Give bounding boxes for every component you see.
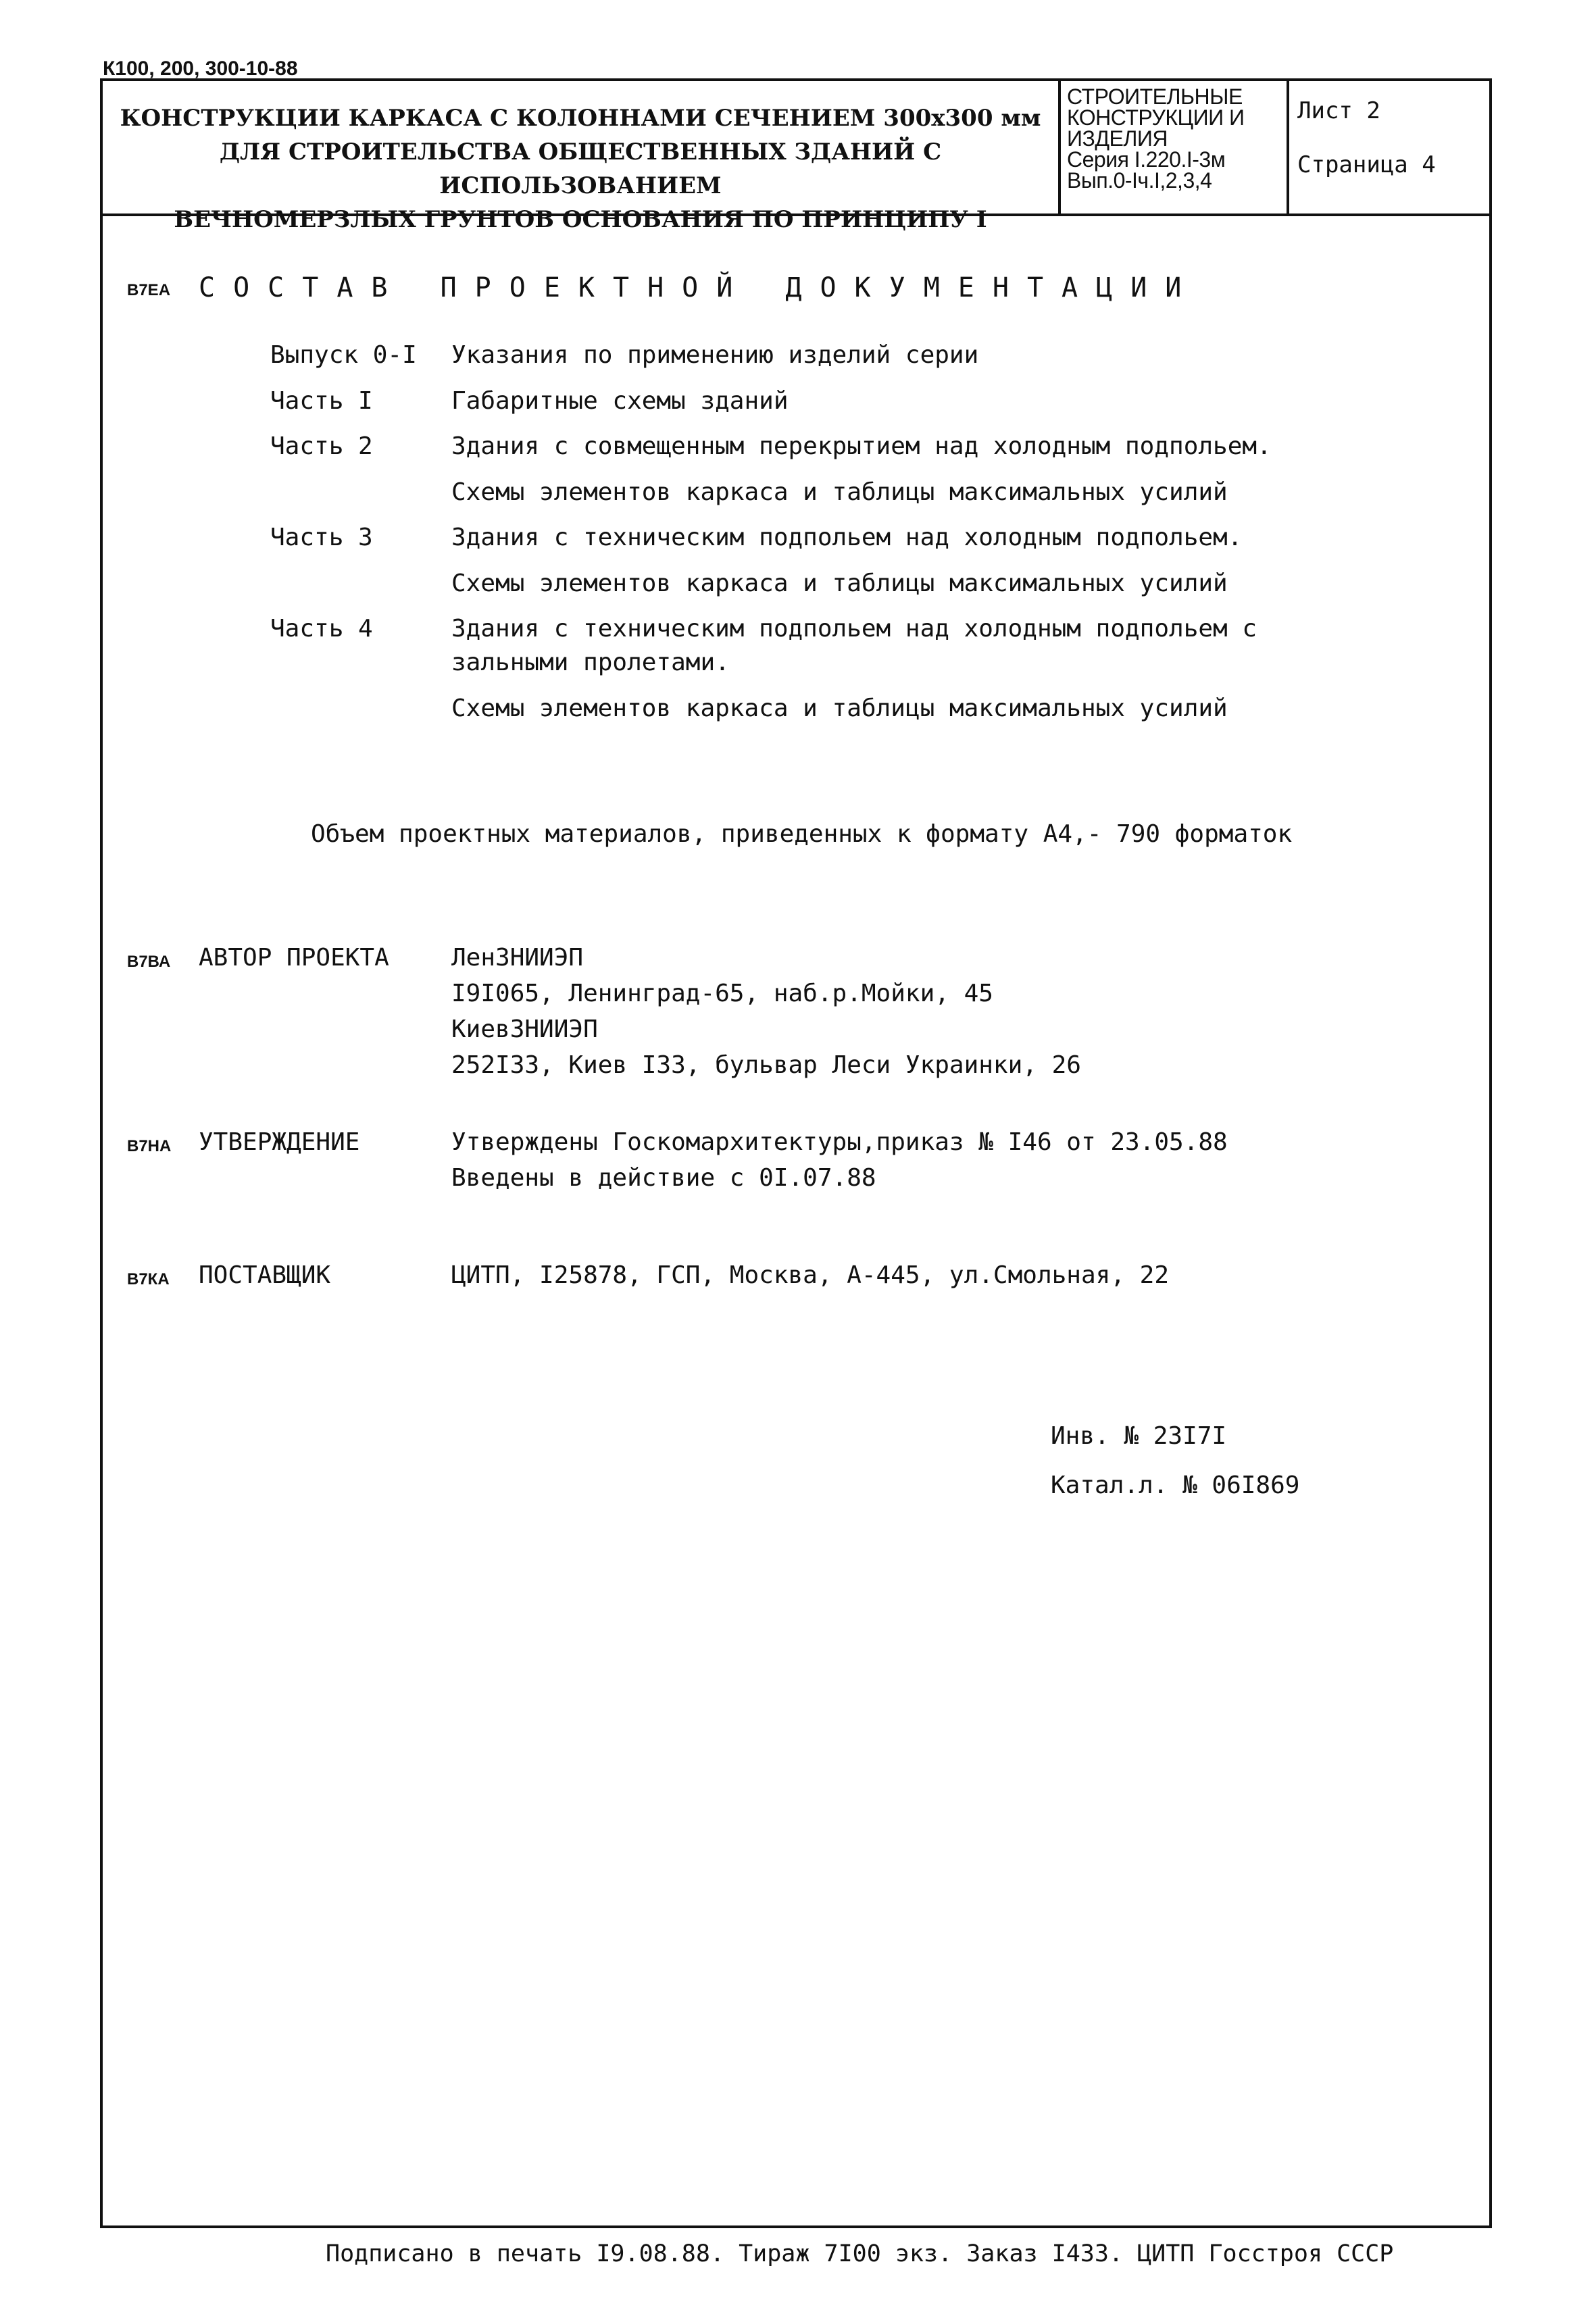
author-label: АВТОР ПРОЕКТА: [199, 944, 389, 972]
issue-number: Вып.0-Iч.I,2,3,4: [1067, 168, 1212, 193]
author-line: I9I065, Ленинград-65, наб.р.Мойки, 45: [451, 980, 993, 1007]
volume-text: Объем проектных материалов, приведенных к формату А4,- 790 форматок: [311, 820, 1293, 848]
item-text: Схемы элементов каркаса и таблицы максимальных усилий: [451, 478, 1228, 506]
item-text: Указания по применению изделий серии: [451, 341, 979, 369]
item-label: Выпуск 0-I: [270, 341, 417, 369]
header-divider-1: [1058, 81, 1061, 213]
item-text: Здания с совмещенным перекрытием над холодным подпольем.: [451, 432, 1272, 460]
document-code: К100, 200, 300-10-88: [103, 57, 298, 80]
composition-tag: В7ЕА: [127, 281, 171, 299]
category-line: ИЗДЕЛИЯ: [1067, 126, 1168, 151]
author-line: 252I33, Киев I33, бульвар Леси Украинки, 26: [451, 1051, 1081, 1079]
inventory-number: Инв. № 23I7I: [1051, 1422, 1227, 1450]
item-label: Часть 3: [270, 524, 373, 551]
supplier-label: ПОСТАВЩИК: [199, 1261, 331, 1289]
approval-tag: В7НА: [127, 1137, 172, 1155]
author-line: ЛенЗНИИЭП: [451, 944, 584, 972]
series-number: Серия I.220.I-3м: [1067, 147, 1226, 172]
supplier-tag: В7КА: [127, 1270, 170, 1288]
header-divider-2: [1287, 81, 1289, 213]
category-line: СТРОИТЕЛЬНЫЕ: [1067, 84, 1243, 109]
item-label: Часть I: [270, 387, 373, 415]
print-footer: Подписано в печать I9.08.88. Тираж 7I00 экз. Заказ I433. ЦИТП Госстроя СССР: [326, 2240, 1394, 2267]
item-text: Схемы элементов каркаса и таблицы максимальных усилий: [451, 695, 1228, 722]
catalog-number: Катал.л. № 06I869: [1051, 1472, 1300, 1499]
category-line: КОНСТРУКЦИИ И: [1067, 105, 1245, 130]
approval-label: УТВЕРЖДЕНИЕ: [199, 1128, 360, 1156]
title-line: КОНСТРУКЦИИ КАРКАСА С КОЛОННАМИ СЕЧЕНИЕМ 300х300 мм: [120, 105, 1041, 132]
item-label: Часть 2: [270, 432, 373, 460]
series-block: [1067, 86, 1282, 191]
author-tag: В7ВА: [127, 953, 171, 971]
title-line: ДЛЯ СТРОИТЕЛЬСТВА ОБЩЕСТВЕННЫХ ЗДАНИЙ С ИСПОЛЬЗОВАНИЕМ: [219, 139, 942, 199]
sheet-number: Лист 2: [1297, 97, 1380, 124]
item-text: Схемы элементов каркаса и таблицы максимальных усилий: [451, 570, 1228, 597]
item-label: Часть 4: [270, 615, 373, 643]
composition-heading: СОСТАВ ПРОЕКТНОЙ ДОКУМЕНТАЦИИ: [199, 272, 1200, 303]
item-text: Здания с техническим подпольем над холодным подпольем с: [451, 615, 1257, 643]
document-title: [103, 101, 1058, 236]
author-line: КиевЗНИИЭП: [451, 1015, 598, 1043]
supplier-text: ЦИТП, I25878, ГСП, Москва, А-445, ул.Смольная, 22: [451, 1261, 1170, 1289]
approval-line: Утверждены Госкомархитектуры,приказ № I46 от 23.05.88: [451, 1128, 1228, 1156]
item-text: Здания с техническим подпольем над холодным подпольем.: [451, 524, 1243, 551]
page-number: Страница 4: [1297, 151, 1436, 178]
approval-line: Введены в действие с 0I.07.88: [451, 1164, 876, 1192]
title-line: ВЕЧНОМЕРЗЛЫХ ГРУНТОВ ОСНОВАНИЯ ПО ПРИНЦИПУ I: [174, 206, 987, 233]
item-text: зальными пролетами.: [451, 649, 730, 676]
item-text: Габаритные схемы зданий: [451, 387, 789, 415]
